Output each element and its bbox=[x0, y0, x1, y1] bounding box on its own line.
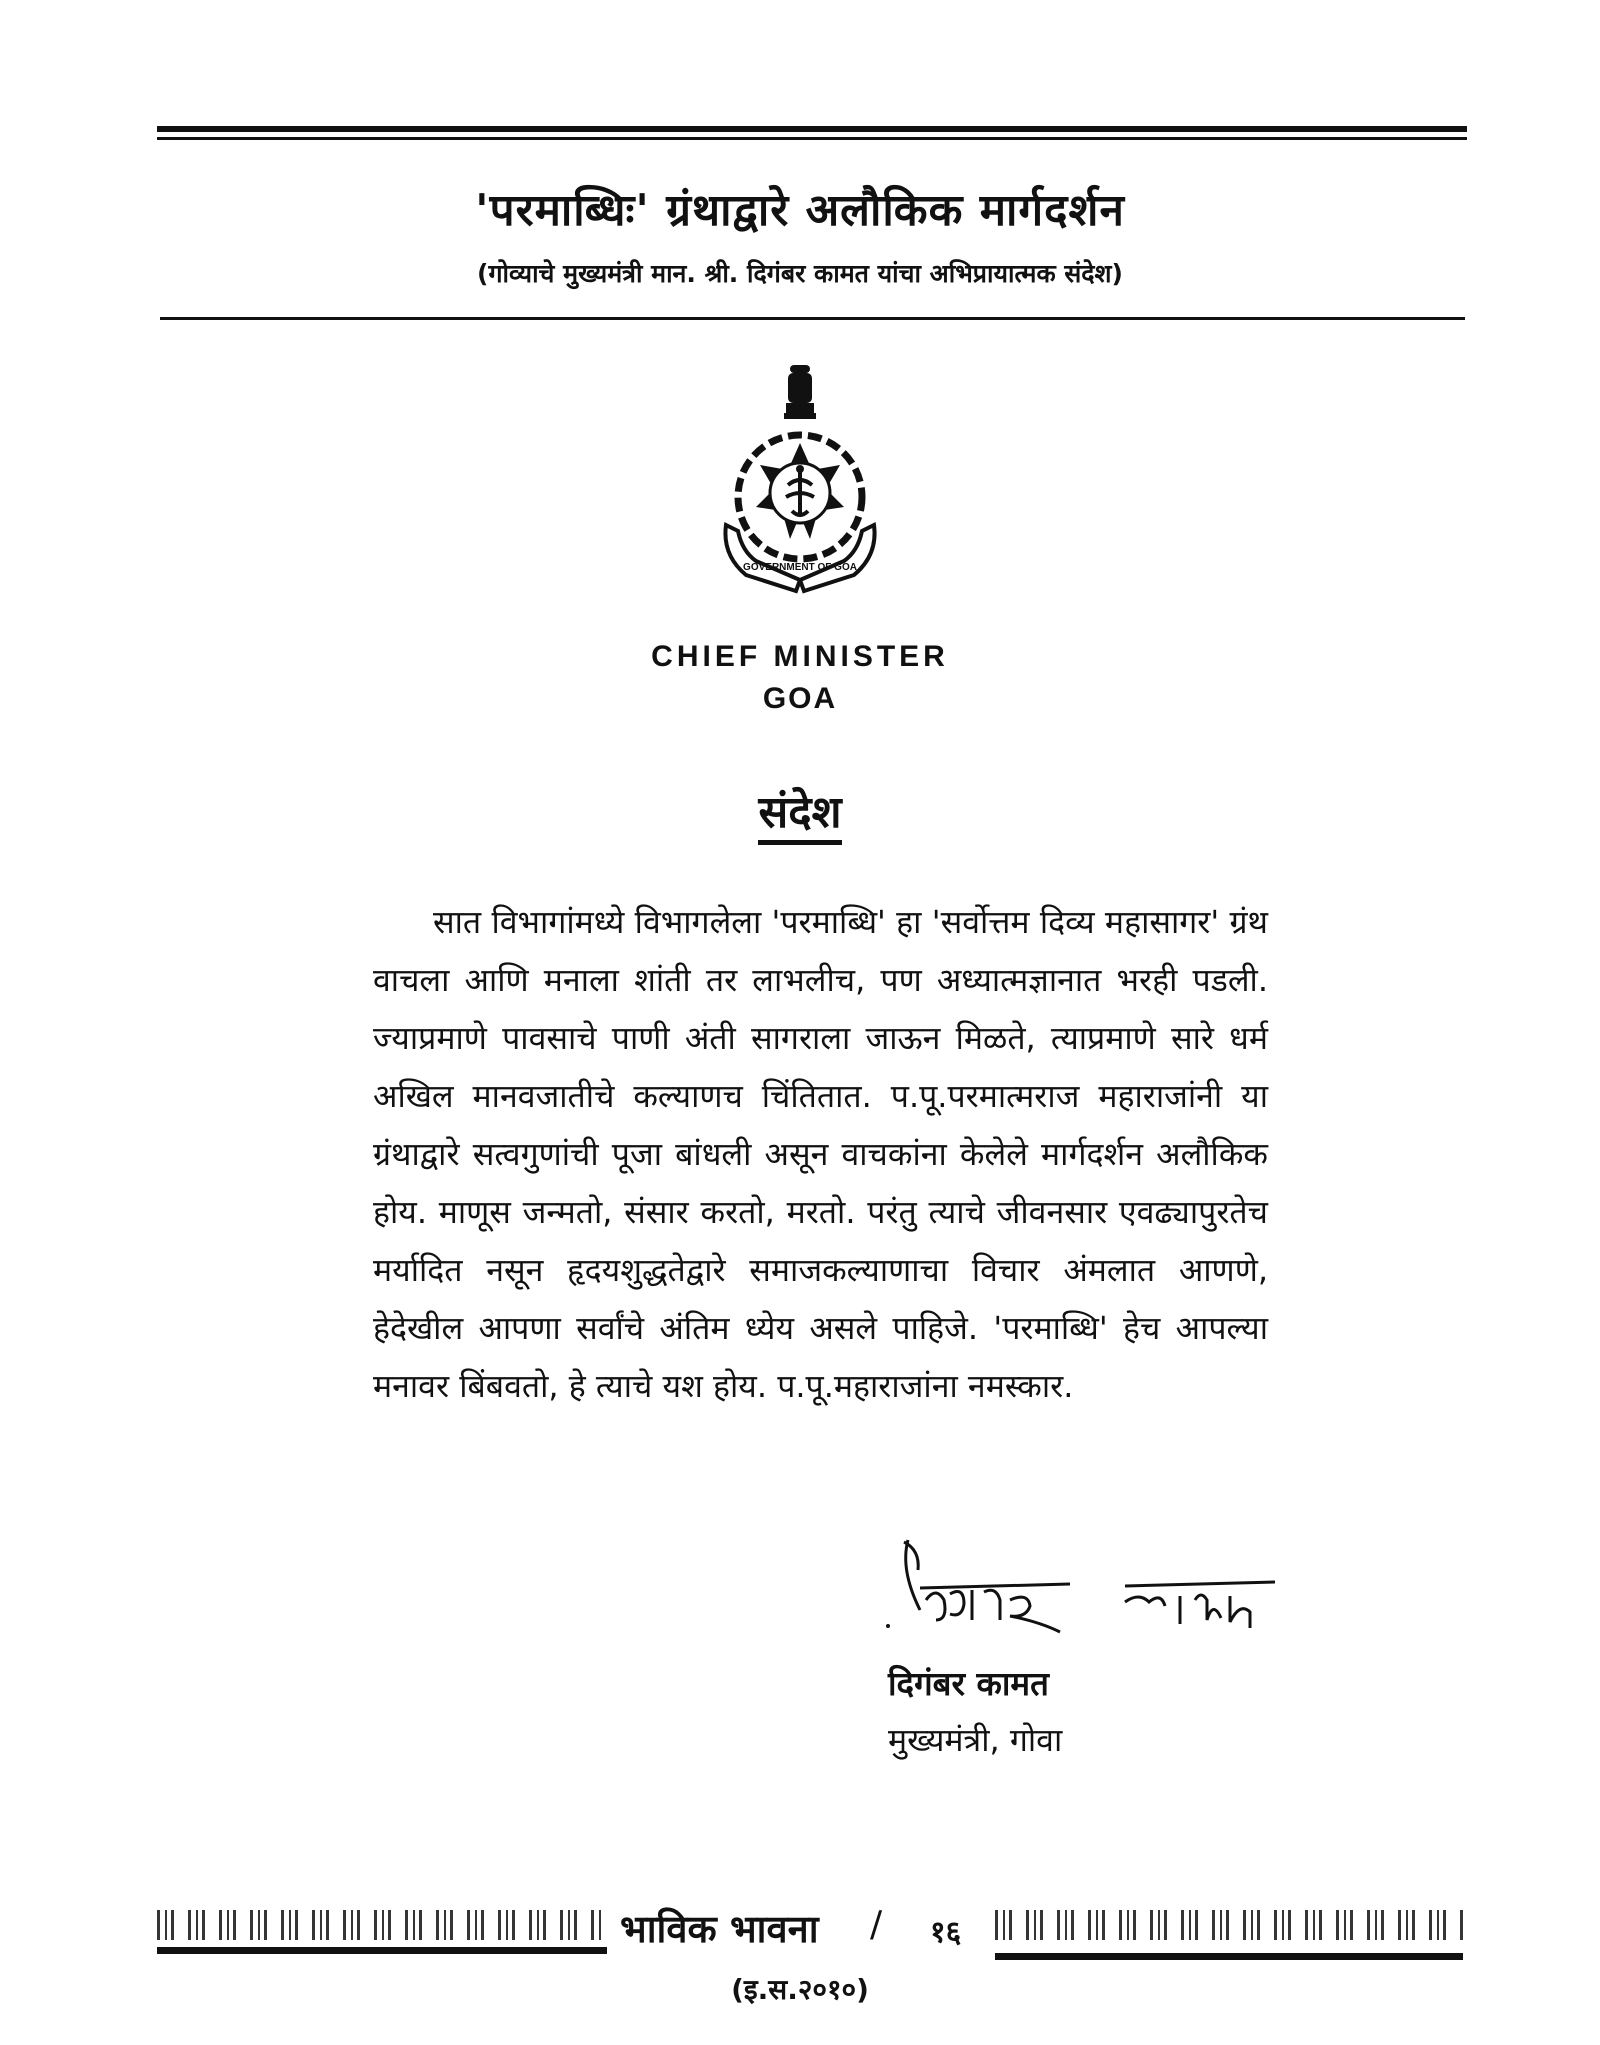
page-title: 'परमाब्धिः' ग्रंथाद्वारे अलौकिक मार्गदर्शन bbox=[475, 185, 1125, 236]
message-heading-text: संदेश bbox=[758, 787, 841, 845]
footer-ornament-left bbox=[157, 1910, 605, 1940]
message-heading bbox=[0, 780, 1600, 840]
message-paragraph: सात विभागांमध्ये विभागलेला 'परमाब्धि' हा 'सर्वोत्तम दिव्य महासागर' ग्रंथ वाचला आणि मनाला शांती तर लाभलीच, पण अध्यात्मज्ञानात भरही पडली. ज्याप्रमाणे पावसाचे पाणी अंती सागराला जाऊन मिळते, त्याप्रमाणे सारे धर्म अखिल मानवजातीचे कल्याणच चिंतितात. प.पू.परमात्मराज महाराजांनी या ग्रंथाद्वारे सत्वगुणांची पूजा बांधली असून वाचकांना केलेले मार्गदर्शन अलौकिक होय. माणूस जन्मतो, संसार करतो, मरतो. परंतु त्याचे जीवनसार एवढ्यापुरतेच मर्यादित नसून हृदयशुद्धतेद्वारे समाजकल्याणाचा विचार अंमलात आणणे, हेदेखील आपणा सर्वांचे अंतिम ध्येय असले पाहिजे. 'परमाब्धि' हेच आपल्या मनावर बिंबवतो, हे त्याचे यश होय. प.पू.महाराजांना नमस्कार. bbox=[373, 903, 1268, 1405]
page-subtitle: (गोव्याचे मुख्यमंत्री मान. श्री. दिगंबर कामत यांचा अभिप्रायात्मक संदेश) bbox=[477, 259, 1123, 288]
footer-publication-title: भाविक भावना bbox=[620, 1907, 819, 1951]
top-rule-thick bbox=[157, 126, 1467, 132]
footer-rule-right bbox=[995, 1953, 1463, 1960]
top-rule-thin bbox=[157, 137, 1467, 140]
signer-title: मुख्यमंत्री, गोवा bbox=[888, 1721, 1063, 1759]
office-state: GOA bbox=[762, 682, 838, 715]
header-bottom-rule bbox=[160, 317, 1465, 320]
handwritten-signature bbox=[880, 1530, 1280, 1640]
page-number: १६ bbox=[930, 1915, 962, 1950]
office-title: CHIEF MINISTER bbox=[651, 640, 949, 673]
svg-text:GOVERNMENT OF GOA: GOVERNMENT OF GOA bbox=[743, 562, 857, 573]
footer-rule-left bbox=[157, 1947, 607, 1954]
footer-ornament-right bbox=[995, 1910, 1463, 1940]
message-body bbox=[373, 893, 1268, 1415]
government-of-goa-emblem-icon bbox=[716, 365, 884, 595]
footer-year: (इ.स.२०१०) bbox=[731, 1973, 869, 2006]
footer-separator: / bbox=[870, 1904, 883, 1945]
signer-name: दिगंबर कामत bbox=[888, 1664, 1049, 1703]
